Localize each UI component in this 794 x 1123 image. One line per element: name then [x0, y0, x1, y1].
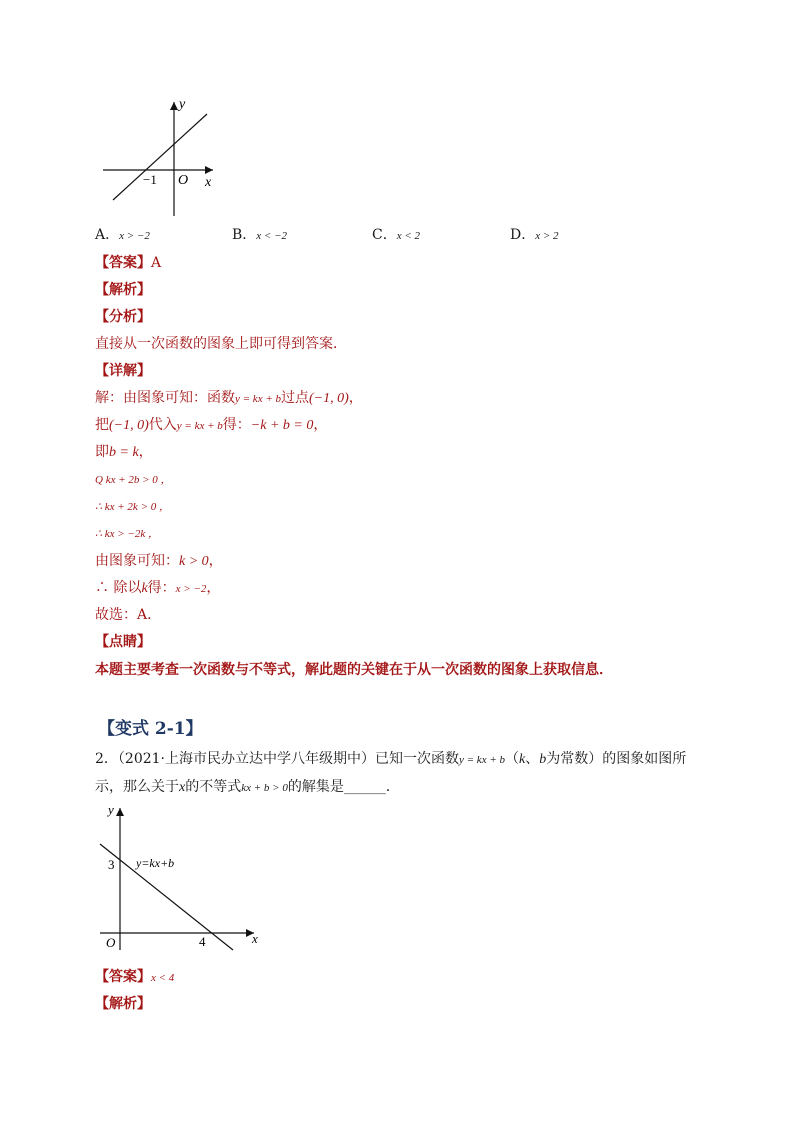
graph-1-origin-label: O: [178, 173, 189, 188]
q2-l1-text: 2．（2021·上海市民办立达中学八年级期中）已知一次函数: [95, 751, 459, 767]
xiangjie-tag: 【详解】: [95, 363, 151, 379]
q2-l1-sep: 、: [525, 751, 540, 767]
xiangjie-line-1: [95, 389, 363, 408]
xj-l1-comma: ，: [348, 390, 363, 406]
graph-2-origin-label: O: [106, 935, 116, 950]
q2-l1-k: k: [519, 752, 526, 767]
graph-1-x-label: x: [205, 175, 212, 190]
option-a[interactable]: [95, 226, 150, 245]
xiangjie-line-5: ∴ kx + 2k > 0 ，: [95, 501, 170, 513]
question-2-line-1: [95, 750, 686, 769]
xj-l1-formula: y = kx + b: [235, 393, 281, 405]
option-c-value: x < 2: [396, 230, 421, 242]
xj-l2-text2: 代入: [148, 417, 177, 433]
graph-2-y-label: y: [108, 802, 114, 817]
xiangjie-line-7: [95, 552, 223, 571]
analysis-1-tag: 【解析】: [95, 282, 151, 298]
q2-l2-text: 示，那么关于: [95, 779, 179, 795]
fenxi-tag: 【分析】: [95, 309, 151, 325]
xj-l1-text: 解：由图象可知：函数: [95, 390, 235, 406]
option-b-letter: B．: [232, 227, 257, 243]
xiangjie-line-6: ∴ kx > −2k ，: [95, 528, 159, 540]
xj-l3-comma: ，: [138, 444, 153, 460]
xj-l8-formula: x > −2: [175, 583, 207, 595]
option-a-value: x > −2: [119, 230, 150, 242]
xj-l8-text: ∴ 除以: [95, 580, 142, 596]
q2-l2-text3: 的解集是: [287, 779, 344, 795]
xj-l8-comma: ，: [206, 580, 221, 596]
analysis-2-tag: 【解析】: [95, 996, 151, 1012]
xj-l7-formula: k > 0: [179, 554, 209, 569]
option-d-value: x > 2: [535, 230, 559, 242]
xj-l2-text3: 得：: [222, 417, 251, 433]
graph-1-neg1-label: −1: [143, 172, 157, 187]
q2-answer-blank[interactable]: ______: [343, 779, 386, 795]
option-d[interactable]: [510, 226, 559, 245]
xiangjie-line-8: [95, 579, 220, 598]
xiangjie-line-2: [95, 416, 327, 435]
xj-l7-comma: ，: [208, 553, 223, 569]
answer-1-value: A: [151, 255, 162, 271]
dianjing-text: 本题主要考查一次函数与不等式，解此题的关键在于从一次函数的图象上获取信息．: [95, 662, 613, 678]
graph-2-x-label: x: [252, 931, 258, 946]
xiangjie-line-4: Q kx + 2b > 0 ，: [95, 474, 172, 486]
option-b[interactable]: [232, 226, 287, 245]
q2-l1-b: b: [539, 752, 547, 767]
graph-1-x-arrow: [205, 166, 213, 174]
graph-1-function-line: [113, 114, 207, 200]
xj-l2-point: (−1, 0): [109, 418, 149, 433]
option-c-letter: C．: [372, 227, 397, 243]
xj-l1-text2: 过点: [281, 390, 309, 406]
option-d-letter: D．: [510, 227, 536, 243]
xiangjie-line-3: [95, 443, 153, 462]
graph-2-function-label: y=kx+b: [136, 856, 175, 870]
xj-l2-text: 把: [95, 417, 109, 433]
answer-2-tag: 【答案】: [95, 969, 151, 985]
xj-l3-text: 即: [95, 444, 109, 460]
xj-l2-comma: ，: [313, 417, 328, 433]
answer-2-value: x < 4: [151, 972, 175, 984]
q2-l2-x: x: [179, 780, 186, 795]
option-a-letter: A．: [95, 227, 120, 243]
xj-l7-text: 由图象可知：: [95, 553, 179, 569]
answer-1: [95, 254, 161, 272]
q2-l2-period: ．: [385, 779, 400, 795]
xj-l2-equation: −k + b = 0: [250, 418, 314, 433]
answer-2: [95, 968, 174, 987]
answer-1-tag: 【答案】: [95, 255, 151, 271]
option-c[interactable]: [372, 226, 420, 245]
xj-l1-point: (−1, 0): [309, 391, 349, 406]
graph-2: [98, 800, 268, 955]
xiangjie-line-9: 故选：A．: [95, 607, 162, 623]
graph-1-y-label: y: [179, 97, 186, 112]
xj-l8-text2: 得：: [147, 580, 176, 596]
q2-l1-formula: y = kx + b: [459, 754, 505, 766]
variant-title: 【变式 2-1】: [98, 719, 203, 739]
graph-2-tick-3: 3: [108, 857, 115, 872]
graph-1-y-arrow: [170, 102, 178, 110]
q2-l2-inequality: kx + b > 0: [241, 782, 288, 794]
option-b-value: x < −2: [256, 230, 288, 242]
xj-l8-k: k: [141, 581, 148, 596]
xj-l3-formula: b = k: [109, 445, 139, 460]
fenxi-text: 直接从一次函数的图象上即可得到答案．: [95, 336, 347, 352]
dianjing-tag: 【点睛】: [95, 634, 151, 650]
graph-2-tick-4: 4: [199, 934, 206, 949]
q2-l1-paren: （: [505, 751, 519, 767]
q2-l1-text2: 为常数）的图象如图所: [546, 751, 687, 767]
graph-1: [95, 92, 225, 220]
q2-l2-text2: 的不等式: [185, 779, 242, 795]
xj-l2-formula: y = kx + b: [176, 420, 223, 432]
graph-2-y-arrow: [116, 808, 124, 816]
question-2-line-2: [95, 778, 400, 797]
